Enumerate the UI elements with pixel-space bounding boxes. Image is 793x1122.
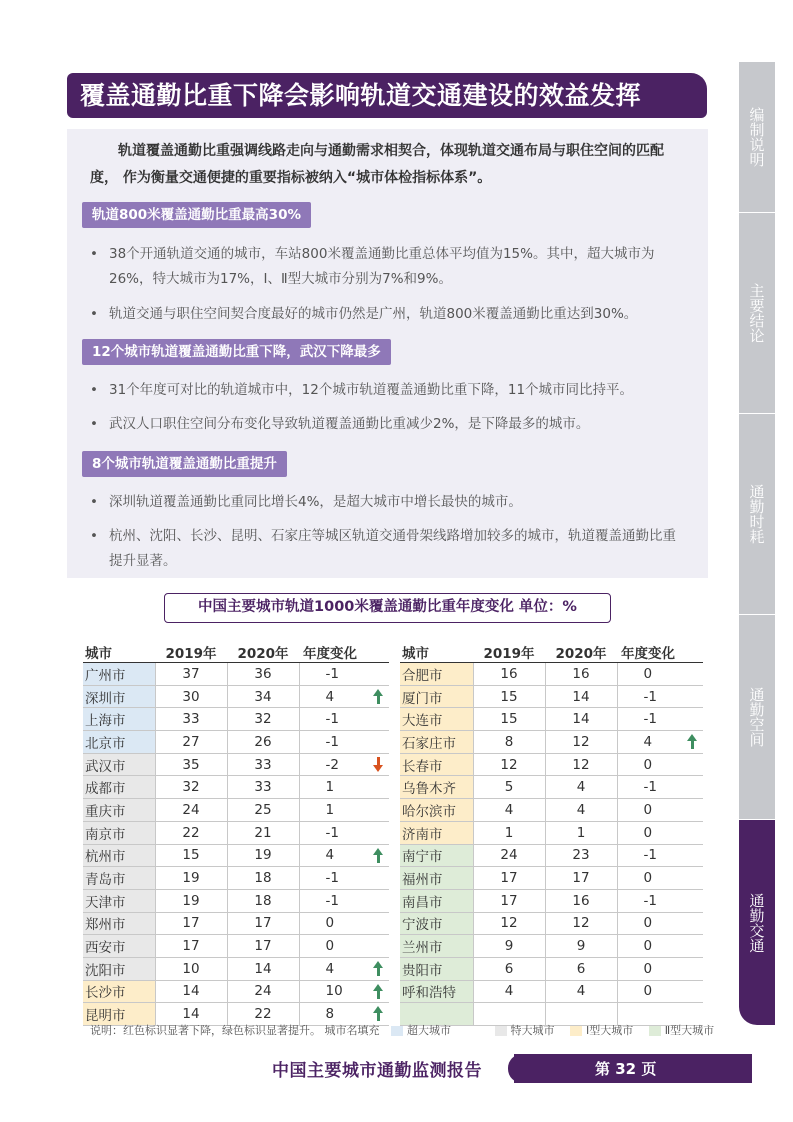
table-row xyxy=(400,867,703,890)
value-2020-cell: 33 xyxy=(227,753,299,776)
change-cell: 0 xyxy=(617,912,703,935)
city-cell: 福州市 xyxy=(400,867,473,890)
value-2020-cell: 9 xyxy=(545,935,617,958)
change-cell: 0 xyxy=(617,663,703,686)
city-cell: 南京市 xyxy=(83,821,155,844)
change-cell: 1 xyxy=(299,776,389,799)
table-row xyxy=(83,889,389,912)
header-2020: 2020年 xyxy=(545,641,617,663)
value-2020-cell: 26 xyxy=(227,731,299,754)
value-2019-cell: 37 xyxy=(155,663,227,686)
city-cell: 沈阳市 xyxy=(83,957,155,980)
header-city: 城市 xyxy=(400,641,473,663)
value-2019-cell: 12 xyxy=(473,753,545,776)
value-2019-cell: 14 xyxy=(155,980,227,1003)
value-2019-cell: 24 xyxy=(473,844,545,867)
city-cell: 哈尔滨市 xyxy=(400,799,473,822)
value-2019-cell: 15 xyxy=(473,685,545,708)
value-2019-cell: 15 xyxy=(473,708,545,731)
value-2020-cell: 36 xyxy=(227,663,299,686)
header-change: 年度变化 xyxy=(617,641,703,663)
table-row xyxy=(400,731,703,754)
city-cell: 长沙市 xyxy=(83,980,155,1003)
city-cell: 南昌市 xyxy=(400,889,473,912)
table-row xyxy=(400,776,703,799)
city-cell: 呼和浩特 xyxy=(400,980,473,1003)
city-cell: 武汉市 xyxy=(83,753,155,776)
value-2020-cell: 12 xyxy=(545,731,617,754)
table-row xyxy=(83,935,389,958)
change-cell: 4 xyxy=(299,957,389,980)
table-legend xyxy=(90,1023,714,1039)
value-2019-cell: 33 xyxy=(155,708,227,731)
value-2020-cell: 16 xyxy=(545,663,617,686)
city-cell: 郑州市 xyxy=(83,912,155,935)
value-2019-cell: 17 xyxy=(473,867,545,890)
table-row xyxy=(400,844,703,867)
section-label-1: 轨道800米覆盖通勤比重最高30% xyxy=(82,202,311,228)
table-row xyxy=(400,708,703,731)
table-row xyxy=(400,685,703,708)
arrow-down-icon xyxy=(371,757,385,773)
table-row xyxy=(83,799,389,822)
value-2019-cell: 5 xyxy=(473,776,545,799)
value-2019-cell: 32 xyxy=(155,776,227,799)
value-2019-cell: 15 xyxy=(155,844,227,867)
city-cell: 西安市 xyxy=(83,935,155,958)
table-row xyxy=(83,708,389,731)
value-2019-cell: 30 xyxy=(155,685,227,708)
legend-swatch-t2 xyxy=(649,1026,661,1036)
table-row xyxy=(83,776,389,799)
value-2019-cell: 17 xyxy=(155,912,227,935)
change-cell: 10 xyxy=(299,980,389,1003)
value-2020-cell: 16 xyxy=(545,889,617,912)
page-title: 覆盖通勤比重下降会影响轨道交通建设的效益发挥 xyxy=(67,73,707,118)
value-2019-cell: 17 xyxy=(155,935,227,958)
value-2019-cell: 27 xyxy=(155,731,227,754)
change-cell: 0 xyxy=(617,867,703,890)
legend-swatch-t1 xyxy=(570,1026,582,1036)
city-cell: 北京市 xyxy=(83,731,155,754)
change-cell: 0 xyxy=(617,935,703,958)
value-2020-cell: 22 xyxy=(227,1003,299,1026)
value-2019-cell: 10 xyxy=(155,957,227,980)
table-row xyxy=(400,935,703,958)
value-2020-cell: 18 xyxy=(227,867,299,890)
header-2020: 2020年 xyxy=(227,641,299,663)
value-2020-cell: 17 xyxy=(545,867,617,890)
city-cell: 天津市 xyxy=(83,889,155,912)
side-tab-compile-notes[interactable]: 编制说明 xyxy=(739,62,775,212)
city-cell: 宁波市 xyxy=(400,912,473,935)
change-cell: 1 xyxy=(299,799,389,822)
city-cell: 贵阳市 xyxy=(400,957,473,980)
value-2019-cell: 8 xyxy=(473,731,545,754)
value-2019-cell: 17 xyxy=(473,889,545,912)
value-2019-cell: 9 xyxy=(473,935,545,958)
legend-label: 特大城市 xyxy=(510,1024,555,1037)
value-2019-cell: 4 xyxy=(473,980,545,1003)
intro-text: 轨道覆盖通勤比重强调线路走向与通勤需求相契合，体现轨道交通布局与职住空间的匹配度， 作为衡量交通便捷的重要指标被纳入“城市体检指标体系”。 xyxy=(90,143,664,186)
city-cell: 上海市 xyxy=(83,708,155,731)
value-2020-cell: 4 xyxy=(545,799,617,822)
change-cell: -1 xyxy=(617,844,703,867)
table-row xyxy=(400,821,703,844)
value-2019-cell: 12 xyxy=(473,912,545,935)
change-cell: 0 xyxy=(299,935,389,958)
table-header-row xyxy=(83,641,389,663)
city-cell: 杭州市 xyxy=(83,844,155,867)
section-label-3: 8个城市轨道覆盖通勤比重提升 xyxy=(82,451,287,477)
value-2019-cell: 19 xyxy=(155,867,227,890)
value-2020-cell: 12 xyxy=(545,912,617,935)
header-2019: 2019年 xyxy=(155,641,227,663)
legend-label: Ⅰ型大城市 xyxy=(586,1024,634,1037)
city-cell: 青岛市 xyxy=(83,867,155,890)
change-cell: -1 xyxy=(299,889,389,912)
table-row xyxy=(83,821,389,844)
arrow-up-icon xyxy=(371,689,385,705)
legend-label: Ⅱ型大城市 xyxy=(664,1024,715,1037)
arrow-up-icon xyxy=(685,734,699,750)
change-cell: -1 xyxy=(299,663,389,686)
city-cell: 重庆市 xyxy=(83,799,155,822)
change-cell: 0 xyxy=(617,957,703,980)
value-2020-cell: 14 xyxy=(227,957,299,980)
city-cell: 广州市 xyxy=(83,663,155,686)
value-2019-cell: 19 xyxy=(155,889,227,912)
change-cell: -1 xyxy=(299,867,389,890)
side-tab-commute-time[interactable]: 通勤时耗 xyxy=(739,414,775,614)
value-2019-cell: 16 xyxy=(473,663,545,686)
city-table-right xyxy=(400,641,703,1026)
table-row xyxy=(400,957,703,980)
city-cell: 昆明市 xyxy=(83,1003,155,1026)
intro-paragraph xyxy=(90,138,690,192)
value-2020-cell: 21 xyxy=(227,821,299,844)
change-cell: -2 xyxy=(299,753,389,776)
section-label-2: 12个城市轨道覆盖通勤比重下降，武汉下降最多 xyxy=(82,339,391,365)
arrow-up-icon xyxy=(371,961,385,977)
city-cell: 兰州市 xyxy=(400,935,473,958)
table-row xyxy=(400,753,703,776)
value-2020-cell: 14 xyxy=(545,685,617,708)
change-cell: 0 xyxy=(617,821,703,844)
table-row xyxy=(83,980,389,1003)
change-cell: -1 xyxy=(617,685,703,708)
table-row xyxy=(83,957,389,980)
city-cell: 厦门市 xyxy=(400,685,473,708)
value-2020-cell: 25 xyxy=(227,799,299,822)
change-cell: 0 xyxy=(617,980,703,1003)
city-cell: 成都市 xyxy=(83,776,155,799)
change-cell: 8 xyxy=(299,1003,389,1026)
value-2020-cell: 19 xyxy=(227,844,299,867)
value-2019-cell: 1 xyxy=(473,821,545,844)
value-2019-cell: 22 xyxy=(155,821,227,844)
city-table-left xyxy=(83,641,389,1026)
value-2019-cell: 14 xyxy=(155,1003,227,1026)
value-2019-cell: 4 xyxy=(473,799,545,822)
table-title: 中国主要城市轨道1000米覆盖通勤比重年度变化 单位：% xyxy=(164,593,611,623)
change-cell: 0 xyxy=(617,753,703,776)
legend-swatch-super xyxy=(391,1026,403,1036)
city-cell: 深圳市 xyxy=(83,685,155,708)
value-2020-cell: 14 xyxy=(545,708,617,731)
city-cell: 南宁市 xyxy=(400,844,473,867)
table-row xyxy=(83,685,389,708)
report-title: 中国主要城市通勤监测报告 xyxy=(272,1061,482,1081)
city-cell: 长春市 xyxy=(400,753,473,776)
value-2020-cell: 1 xyxy=(545,821,617,844)
table-row xyxy=(400,799,703,822)
change-cell: -1 xyxy=(617,776,703,799)
value-2020-cell: 4 xyxy=(545,776,617,799)
legend-label: 超大城市 xyxy=(407,1024,451,1037)
table-row xyxy=(83,912,389,935)
value-2020-cell: 18 xyxy=(227,889,299,912)
value-2020-cell: 32 xyxy=(227,708,299,731)
value-2020-cell: 17 xyxy=(227,935,299,958)
table-row xyxy=(400,980,703,1003)
arrow-up-icon xyxy=(371,984,385,1000)
bullet-item: • 杭州、沈阳、长沙、昆明、石家庄等城区轨道交通骨架线路增加较多的城市，轨道覆盖通勤比重提升显著。 xyxy=(90,528,676,569)
value-2019-cell: 6 xyxy=(473,957,545,980)
table-row xyxy=(83,663,389,686)
value-2020-cell: 4 xyxy=(545,980,617,1003)
table-row xyxy=(83,731,389,754)
value-2020-cell: 23 xyxy=(545,844,617,867)
value-2019-cell: 24 xyxy=(155,799,227,822)
page-number: 第 32 页 xyxy=(595,1060,657,1078)
change-cell: 0 xyxy=(617,799,703,822)
header-change: 年度变化 xyxy=(299,641,389,663)
city-cell: 合肥市 xyxy=(400,663,473,686)
change-cell: 4 xyxy=(617,731,703,754)
city-cell: 大连市 xyxy=(400,708,473,731)
value-2020-cell: 33 xyxy=(227,776,299,799)
change-cell: 0 xyxy=(299,912,389,935)
side-tab-main-conclusions[interactable]: 主要结论 xyxy=(739,213,775,413)
table-header-row xyxy=(400,641,703,663)
value-2020-cell: 12 xyxy=(545,753,617,776)
side-tab-commute-space[interactable]: 通勤空间 xyxy=(739,615,775,819)
table-row xyxy=(400,889,703,912)
arrow-up-icon xyxy=(371,848,385,864)
change-cell: 4 xyxy=(299,844,389,867)
legend-swatch-mega xyxy=(495,1026,507,1036)
city-cell: 济南市 xyxy=(400,821,473,844)
change-cell: -1 xyxy=(617,708,703,731)
header-city: 城市 xyxy=(83,641,155,663)
table-row xyxy=(83,753,389,776)
table-row xyxy=(400,663,703,686)
side-tab-commute-transport[interactable]: 通勤交通 xyxy=(739,820,775,1025)
value-2020-cell: 24 xyxy=(227,980,299,1003)
table-row xyxy=(83,844,389,867)
value-2020-cell: 17 xyxy=(227,912,299,935)
change-cell: -1 xyxy=(299,821,389,844)
legend-note: 说明：红色标识显著下降，绿色标识显著提升。 城市名填充 xyxy=(90,1024,380,1037)
bullet-item: • 38个开通轨道交通的城市，车站800米覆盖通勤比重总体平均值为15%。其中，超大城市为26%，特大城市为17%，Ⅰ、Ⅱ型大城市分别为7%和9%。 xyxy=(90,246,655,287)
header-2019: 2019年 xyxy=(473,641,545,663)
change-cell: -1 xyxy=(299,708,389,731)
value-2020-cell: 34 xyxy=(227,685,299,708)
city-cell: 乌鲁木齐 xyxy=(400,776,473,799)
change-cell: -1 xyxy=(299,731,389,754)
arrow-up-icon xyxy=(371,1006,385,1022)
value-2020-cell: 6 xyxy=(545,957,617,980)
change-cell: -1 xyxy=(617,889,703,912)
table-row xyxy=(400,912,703,935)
value-2019-cell: 35 xyxy=(155,753,227,776)
table-row xyxy=(83,867,389,890)
city-cell: 石家庄市 xyxy=(400,731,473,754)
change-cell: 4 xyxy=(299,685,389,708)
